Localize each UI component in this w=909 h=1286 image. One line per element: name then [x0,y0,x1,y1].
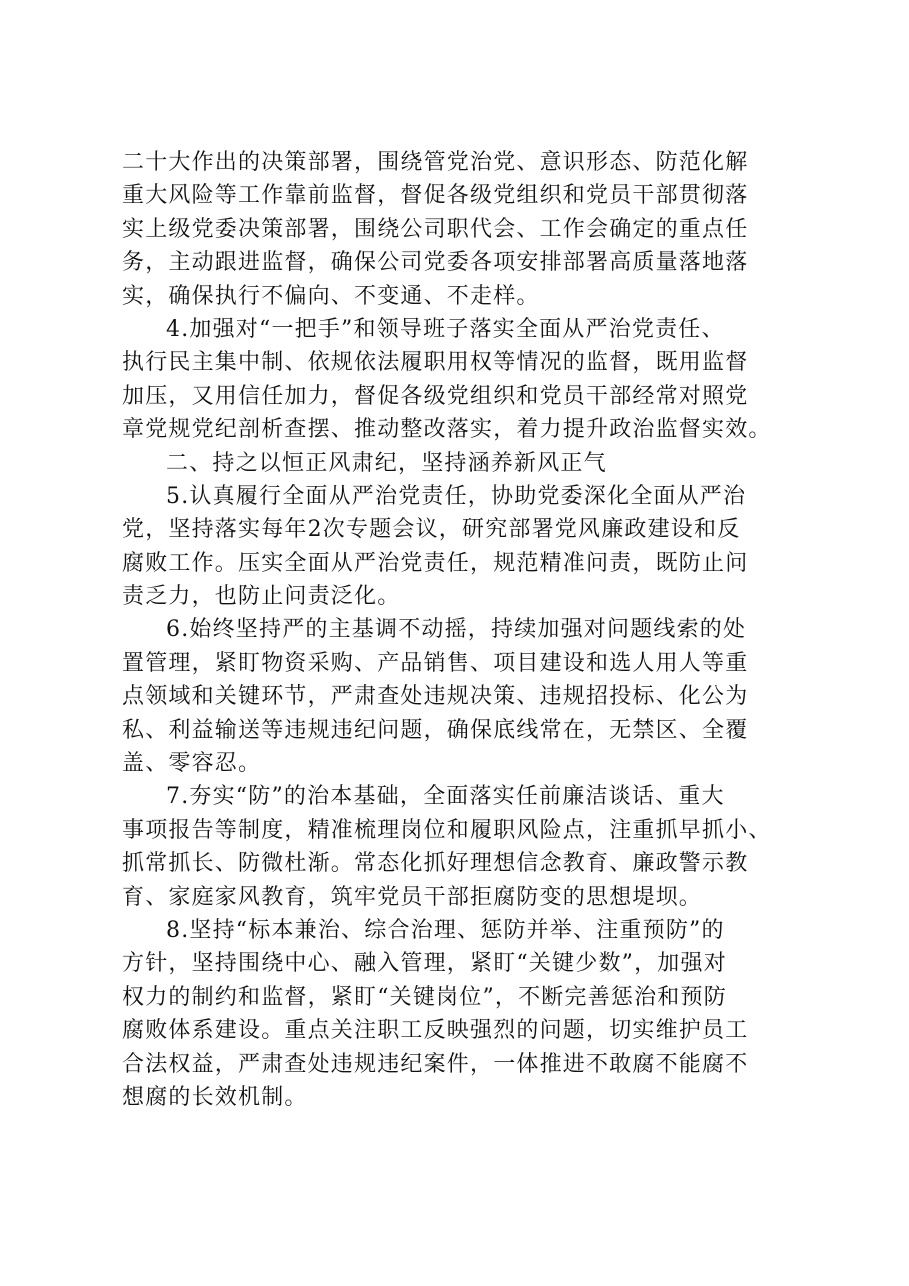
document-text-line: 方针，坚持围绕中心、融入管理，紧盯“关键少数”，加强对 [122,951,727,977]
document-text-line: 重大风险等工作靠前监督，督促各级党组织和党员干部贯彻落 [122,183,749,209]
document-text-line: 私、利益输送等违规违纪问题，确保底线常在，无禁区、全覆 [122,717,749,743]
document-text-line: 权力的制约和监督，紧盯“关键岗位”，不断完善惩治和预防 [122,984,727,1010]
document-text-line: 章党规党纪剖析查摆、推动整改落实，着力提升政治监督实效。 [122,417,772,443]
document-body-text [122,146,802,1114]
document-text-line: 8.坚持“标本兼治、综合治理、惩防并举、注重预防”的 [166,917,725,943]
document-text-line: 盖、零容忍。 [122,751,262,777]
document-text-line: 抓常抓长、防微杜渐。常态化抓好理想信念教育、廉政警示教 [122,851,749,877]
document-text-line: 加压，又用信任加力，督促各级党组织和党员干部经常对照党 [122,383,749,409]
document-text-line: 5.认真履行全面从严治党责任，协助党委深化全面从严治 [166,483,747,509]
document-text-line: 7.夯实“防”的治本基础，全面落实任前廉洁谈话、重大 [166,784,725,810]
document-text-line: 实上级党委决策部署，围绕公司职代会、工作会确定的重点任 [122,216,749,242]
document-text-line: 责乏力，也防止问责泛化。 [122,584,401,610]
document-text-line: 务，主动跟进监督，确保公司党委各项安排部署高质量落地落 [122,250,749,276]
document-text-line: 4.加强对“一把手”和领导班子落实全面从严治党责任、 [166,316,725,342]
document-text-line: 党，坚持落实每年2次专题会议，研究部署党风廉政建设和反 [122,517,741,543]
document-text-line: 点领域和关键环节，严肃查处违规决策、违规招投标、化公为 [122,684,749,710]
document-text-line: 想腐的长效机制。 [122,1084,308,1110]
document-text-line: 腐败体系建设。重点关注职工反映强烈的问题，切实维护员工 [122,1018,749,1044]
document-text-line: 腐败工作。压实全面从严治党责任，规范精准问责，既防止问 [122,550,749,576]
document-text-line: 二、持之以恒正风肃纪，坚持涵养新风正气 [166,450,607,476]
document-text-line: 执行民主集中制、依规依法履职用权等情况的监督，既用监督 [122,350,749,376]
document-text-line: 置管理，紧盯物资采购、产品销售、项目建设和选人用人等重 [122,650,749,676]
document-text-line: 事项报告等制度，精准梳理岗位和履职风险点，注重抓早抓小、 [122,817,772,843]
document-text-line: 实，确保执行不偏向、不变通、不走样。 [122,283,540,309]
document-text-line: 二十大作出的决策部署，围绕管党治党、意识形态、防范化解 [122,150,749,175]
document-text-line: 合法权益，严肃查处违规违纪案件，一体推进不敢腐不能腐不 [122,1051,749,1077]
document-text-line: 育、家庭家风教育，筑牢党员干部拒腐防变的思想堤坝。 [122,884,703,910]
document-text-line: 6.始终坚持严的主基调不动摇，持续加强对问题线索的处 [166,617,747,643]
